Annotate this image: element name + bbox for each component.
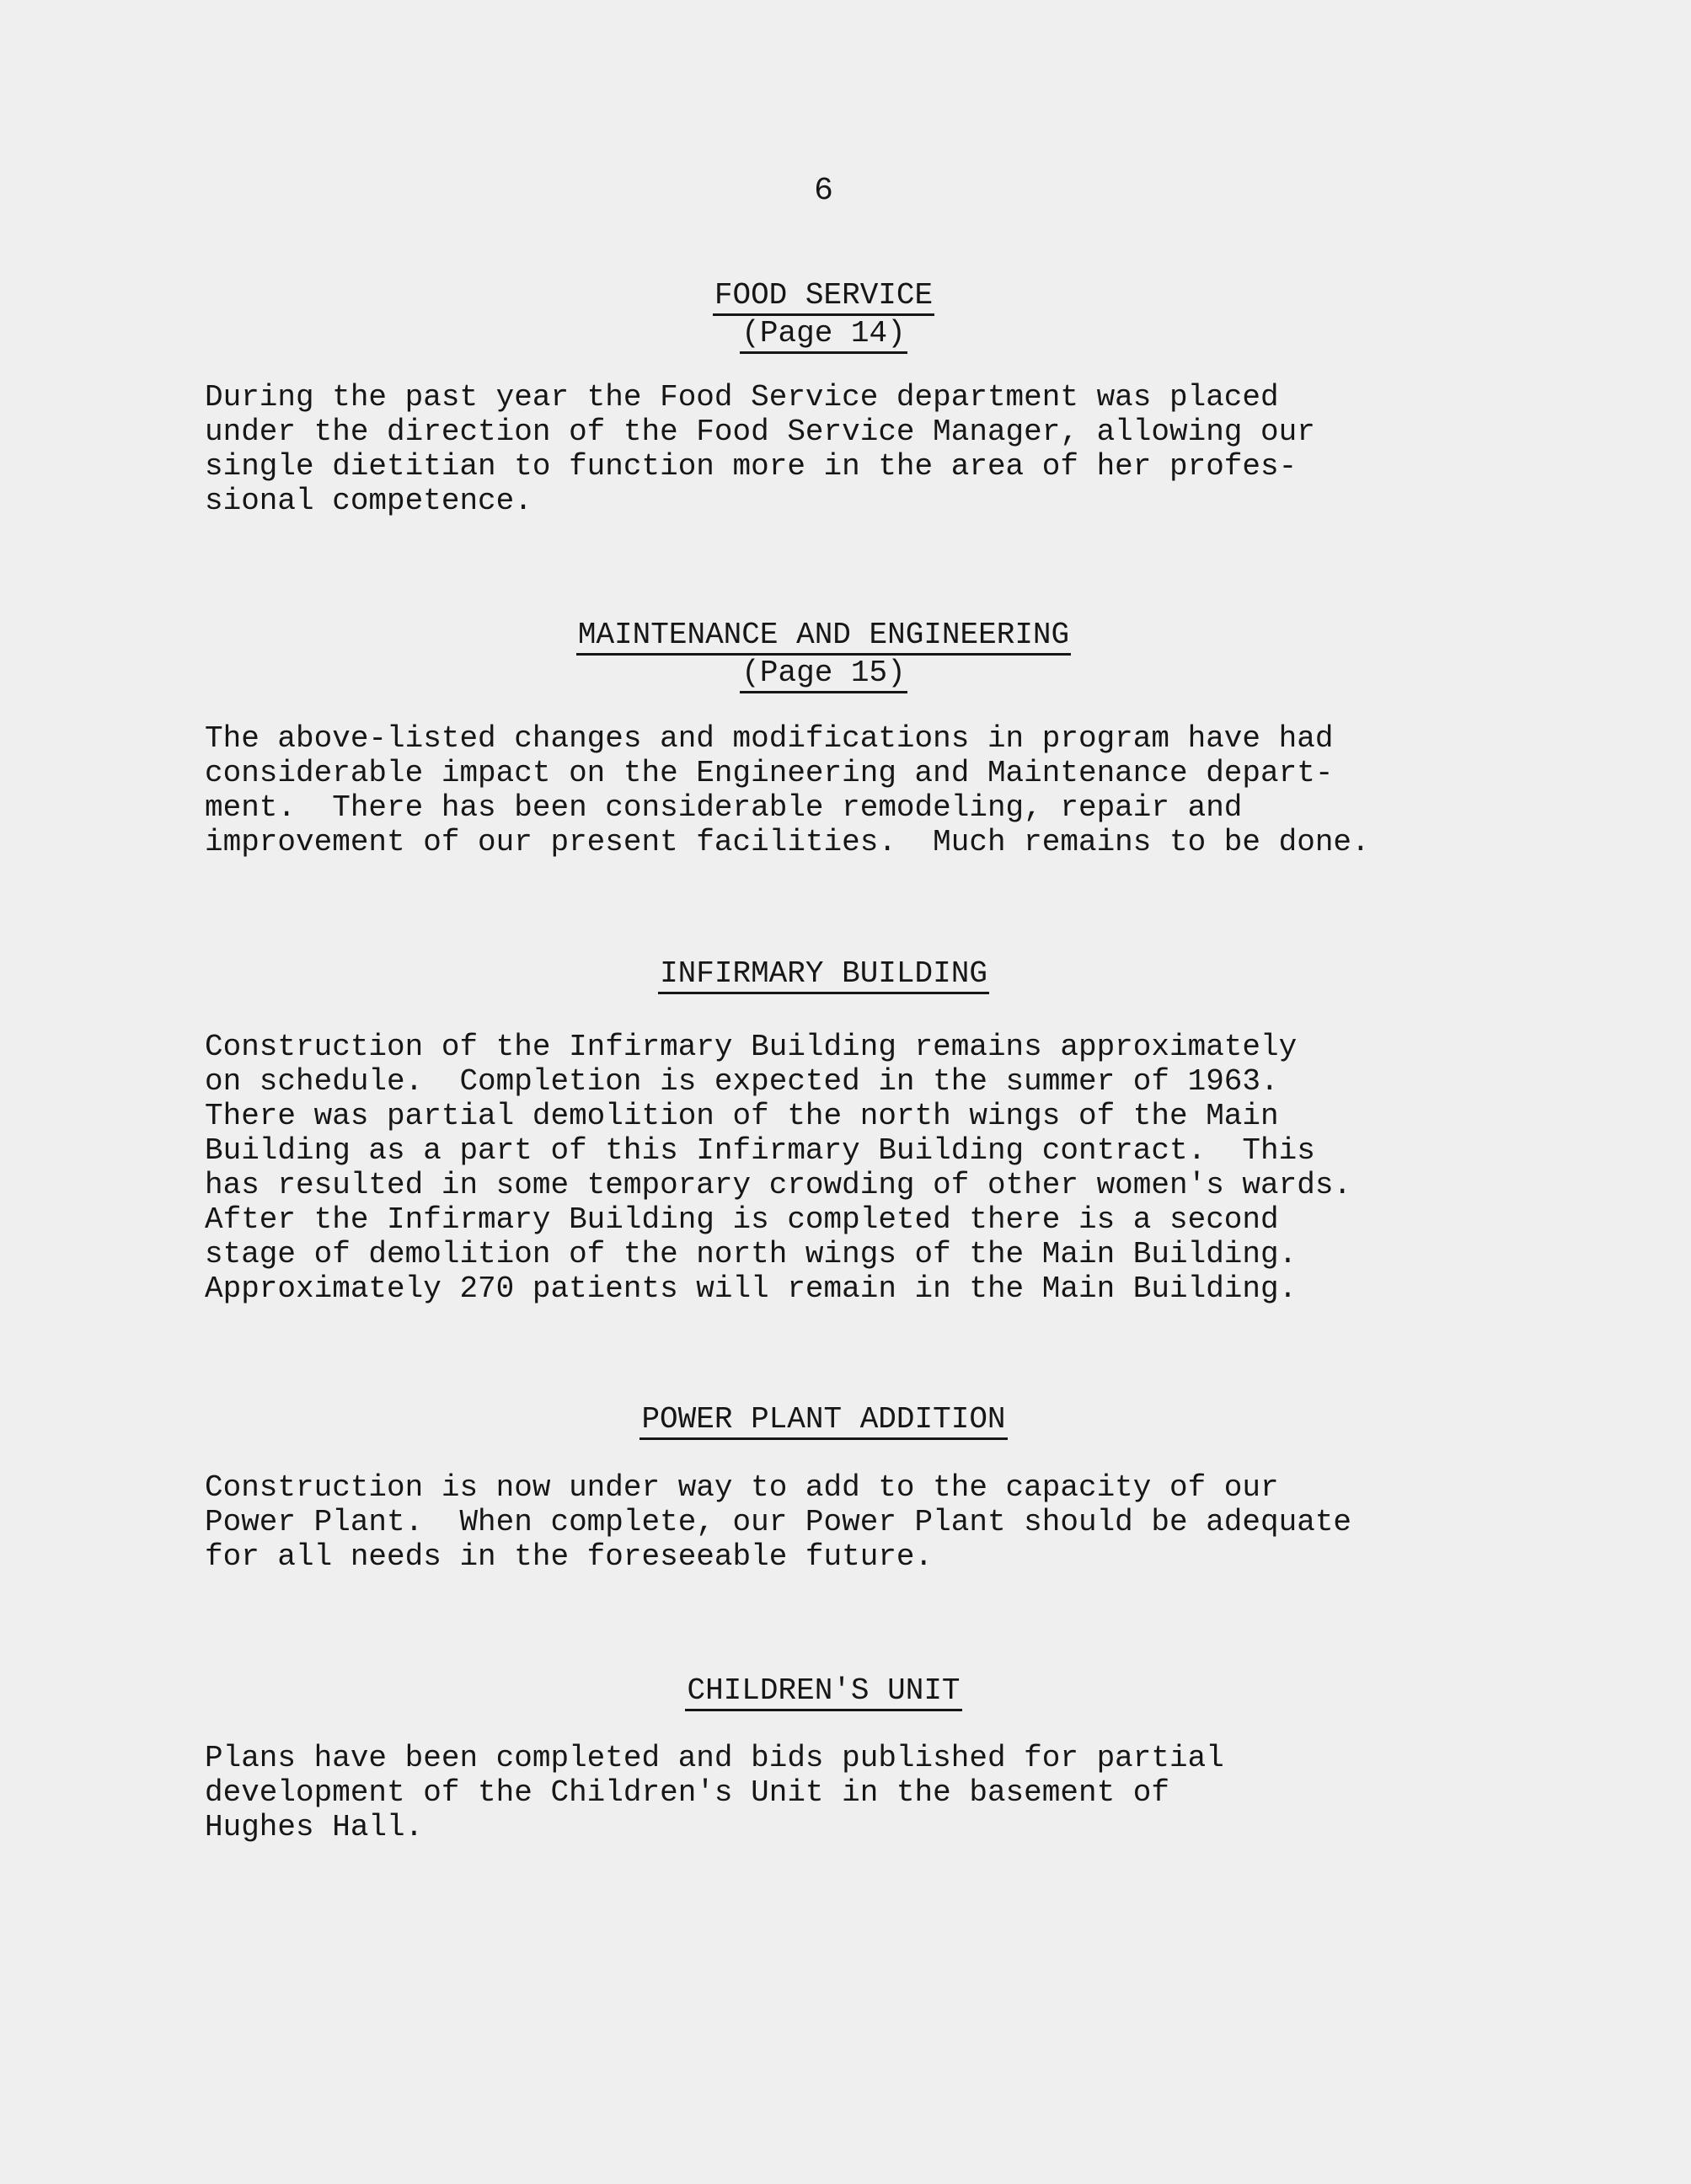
text-line: has resulted in some temporary crowding of other women's wards. (205, 1168, 1352, 1202)
text-line: sional competence. (205, 484, 532, 518)
text-line: Hughes Hall. (205, 1810, 424, 1844)
text-line: After the Infirmary Building is completed there is a second (205, 1202, 1279, 1237)
text-line: There was partial demolition of the north wings of the Main (205, 1099, 1279, 1133)
text-line: Plans have been completed and bids published for partial (205, 1741, 1224, 1775)
text-line: on schedule. Completion is expected in the summer of 1963. (205, 1064, 1279, 1099)
section-body-infirmary (205, 1030, 1519, 1306)
text-line: Building as a part of this Infirmary Building contract. This (205, 1133, 1315, 1168)
section-body-power-plant (205, 1470, 1519, 1574)
section-page-reference: (Page 14) (740, 316, 907, 354)
section-heading-infirmary (0, 956, 1647, 994)
text-line: under the direction of the Food Service Manager, allowing our (205, 415, 1315, 449)
text-line: Construction of the Infirmary Building remains approximately (205, 1030, 1298, 1064)
text-line: Construction is now under way to add to the capacity of our (205, 1470, 1279, 1505)
section-title: FOOD SERVICE (713, 278, 934, 316)
section-title: INFIRMARY BUILDING (658, 956, 989, 994)
text-line: Power Plant. When complete, our Power Plant should be adequate (205, 1505, 1352, 1539)
text-line: single dietitian to function more in the area of her profes- (205, 449, 1298, 484)
text-line: ment. There has been considerable remodeling, repair and (205, 790, 1243, 825)
section-body-childrens-unit (205, 1741, 1519, 1844)
section-heading-food-service (0, 278, 1647, 354)
text-line: for all needs in the foreseeable future. (205, 1539, 934, 1574)
section-heading-power-plant (0, 1402, 1647, 1440)
section-title: CHILDREN'S UNIT (685, 1673, 961, 1711)
section-heading-childrens-unit (0, 1673, 1647, 1711)
text-line: The above-listed changes and modifications in program have had (205, 721, 1334, 756)
section-title: POWER PLANT ADDITION (639, 1402, 1007, 1440)
section-page-reference: (Page 15) (740, 656, 907, 693)
text-line: improvement of our present facilities. Much remains to be done. (205, 825, 1370, 859)
section-body-food-service (205, 380, 1519, 518)
section-body-maintenance (205, 721, 1519, 859)
text-line: Approximately 270 patients will remain in the Main Building. (205, 1271, 1298, 1306)
section-title: MAINTENANCE AND ENGINEERING (576, 618, 1071, 656)
text-line: development of the Children's Unit in the basement of (205, 1775, 1169, 1810)
section-heading-maintenance (0, 618, 1647, 693)
page-number: 6 (814, 173, 833, 209)
text-line: considerable impact on the Engineering and Maintenance depart- (205, 756, 1334, 790)
text-line: stage of demolition of the north wings of the Main Building. (205, 1237, 1298, 1271)
text-line: During the past year the Food Service department was placed (205, 380, 1279, 415)
